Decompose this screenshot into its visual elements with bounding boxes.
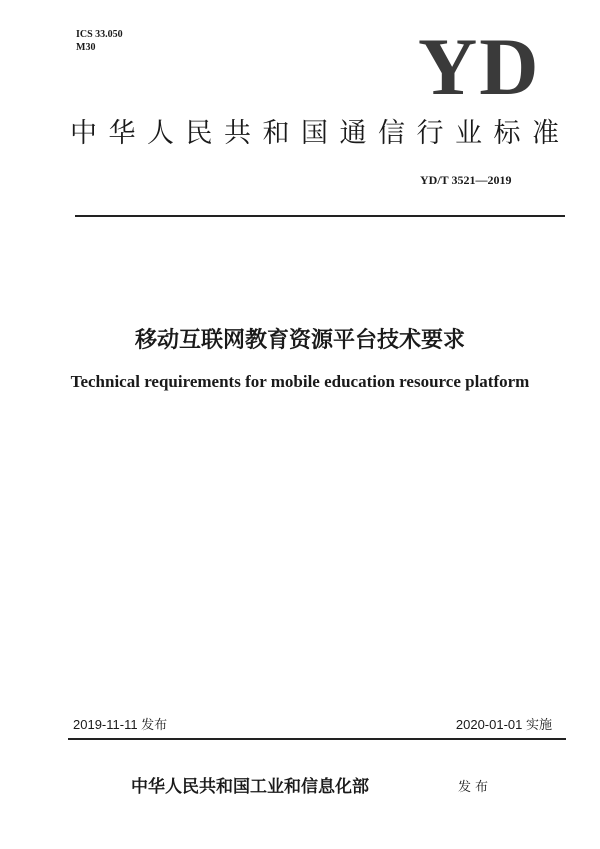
- document-title-chinese: 移动互联网教育资源平台技术要求: [134, 328, 465, 353]
- standard-number: YD/T 3521—2019: [420, 173, 512, 187]
- document-title-english: Technical requirements for mobile education resource platform: [70, 372, 530, 391]
- classification-codes: [76, 28, 123, 54]
- publisher-name: 中华人民共和国工业和信息化部: [131, 777, 369, 797]
- yd-logo: YD: [418, 21, 541, 112]
- publish-label: 发布: [458, 780, 493, 795]
- issue-date: 2019-11-11 发布: [73, 717, 168, 732]
- industry-standard-heading: 中华人民共和国通信行业标准: [70, 118, 571, 149]
- ccs-code: M30: [76, 42, 96, 53]
- header-divider: [75, 215, 565, 217]
- footer-divider: [68, 738, 566, 740]
- implementation-date: 2020-01-01 实施: [455, 717, 552, 732]
- ics-code: ICS 33.050: [76, 29, 123, 40]
